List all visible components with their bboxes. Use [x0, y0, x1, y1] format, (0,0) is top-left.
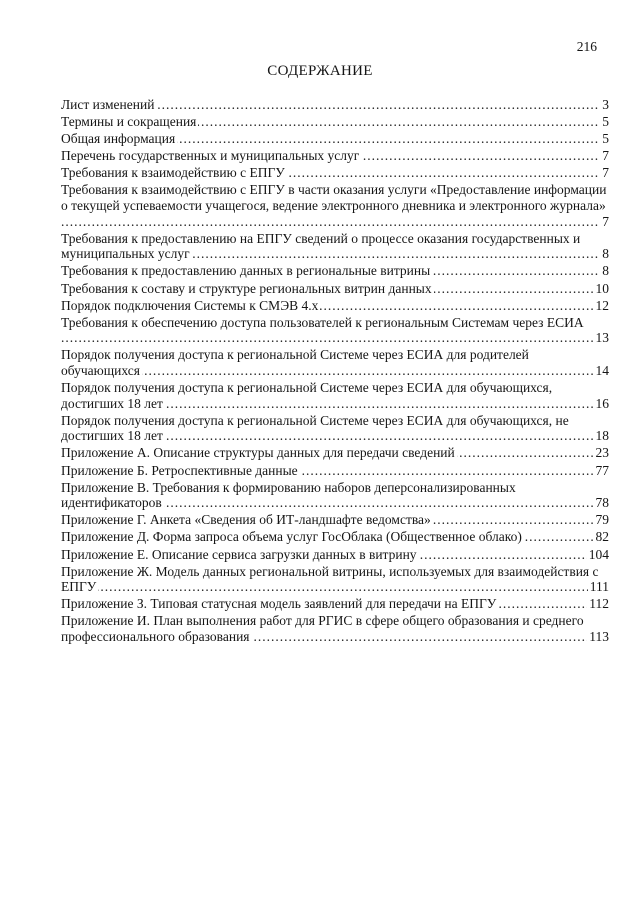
toc-entry-title: Приложение Д. Форма запроса объема услуг ГосОблака (Общественное облако): [61, 529, 522, 545]
toc-entry-page: 113: [589, 629, 609, 644]
toc-entry-page: 112: [589, 596, 609, 612]
toc-entry-title: Приложение И. План выполнения работ для РГИС в сфере общего образования и среднего профессионального образования: [61, 613, 584, 644]
toc-entry-title: Приложение Ж. Модель данных региональной витрины, используемых для взаимодействия с ЕПГУ: [61, 563, 599, 595]
toc-entry[interactable]: [61, 512, 609, 528]
toc-entry-title: Порядок получения доступа к региональной Системе через ЕСИА для обучающихся, не достигших 18 лет: [61, 412, 569, 444]
toc-entry[interactable]: [61, 231, 609, 262]
toc-entry-title: Требования к составу и структуре региональных витрин данных: [61, 280, 432, 296]
toc-entry-title: Приложение З. Типовая статусная модель заявлений для передачи на ЕПГУ: [61, 596, 497, 612]
toc-entry-title: Общая информация: [61, 131, 176, 147]
toc-entry-title: Порядок получения доступа к региональной Системе через ЕСИА для родителей обучающихся: [61, 347, 529, 378]
toc-entry-title: Порядок подключения Системы к СМЭВ 4.х: [61, 297, 319, 313]
toc-entry[interactable]: [61, 529, 609, 545]
toc-entry-title: Приложение Б. Ретроспективные данные: [61, 462, 298, 478]
toc-entry-page: 13: [595, 330, 609, 346]
toc-entry-page: 7: [602, 165, 609, 181]
toc-entry-title: Приложение А. Описание структуры данных для передачи сведений: [61, 445, 455, 461]
toc-entry[interactable]: [61, 413, 609, 444]
toc-entry[interactable]: [61, 613, 609, 644]
toc-entry[interactable]: [61, 114, 609, 130]
toc-list: [61, 97, 609, 646]
toc-entry[interactable]: [61, 564, 609, 595]
toc-entry-page: 77: [595, 462, 609, 478]
toc-entry[interactable]: [61, 281, 609, 297]
toc-entry[interactable]: [61, 263, 609, 279]
toc-entry[interactable]: [61, 480, 609, 511]
toc-entry-page: 3: [602, 97, 609, 112]
toc-entry[interactable]: [61, 315, 609, 346]
toc-entry[interactable]: [61, 165, 609, 181]
toc-entry-page: 104: [588, 546, 609, 562]
toc-title: СОДЕРЖАНИЕ: [267, 63, 373, 79]
toc-entry[interactable]: [61, 347, 609, 378]
toc-entry-title: Порядок получения доступа к региональной Системе через ЕСИА для обучающихся, достигших 18 лет: [61, 380, 553, 411]
toc-entry-page: 111: [589, 579, 609, 595]
toc-entry-title: Приложение Е. Описание сервиса загрузки данных в витрину: [61, 546, 417, 562]
toc-entry[interactable]: [61, 463, 609, 479]
toc-entry-page: 14: [595, 363, 609, 378]
toc-entry[interactable]: [61, 596, 609, 612]
toc-entry-title: Термины и сокращения: [61, 114, 197, 130]
toc-entry-page: 8: [602, 263, 609, 279]
toc-entry[interactable]: [61, 131, 609, 147]
toc-entry[interactable]: [61, 298, 609, 314]
toc-entry-page: 8: [602, 246, 609, 262]
toc-entry-title: Приложение Г. Анкета «Сведения об ИТ-ландшафте ведомства»: [61, 512, 431, 528]
toc-entry-title: Лист изменений: [61, 97, 155, 112]
toc-entry-title: Приложение В. Требования к формированию наборов деперсонализированных идентификаторов: [61, 479, 516, 511]
toc-entry-page: 5: [602, 131, 609, 147]
toc-entry-title: Перечень государственных и муниципальных услуг: [61, 148, 360, 164]
toc-entry[interactable]: [61, 445, 609, 461]
toc-entry[interactable]: [61, 148, 609, 164]
toc-entry-title: Требования к предоставлению данных в региональные витрины: [61, 263, 431, 279]
toc-entry-page: 23: [595, 445, 609, 461]
toc-entry[interactable]: [61, 380, 609, 411]
toc-entry[interactable]: [61, 97, 609, 113]
toc-entry-title: Требования к предоставлению на ЕПГУ сведений о процессе оказания государственных и муниципальных услуг: [61, 230, 581, 262]
toc-entry[interactable]: [61, 182, 609, 229]
page-number: 216: [576, 39, 597, 54]
toc-entry-page: 82: [595, 529, 609, 545]
toc-entry[interactable]: [61, 547, 609, 563]
toc-entry-page: 16: [595, 395, 609, 411]
toc-entry-title: Требования к обеспечению доступа пользователей к региональным Системам через ЕСИА: [61, 314, 584, 330]
toc-entry-page: 18: [595, 428, 609, 444]
toc-entry-page: 7: [602, 213, 609, 229]
toc-entry-page: 10: [595, 280, 609, 296]
toc-entry-page: 5: [602, 114, 609, 130]
toc-entry-page: 78: [595, 495, 609, 511]
toc-entry-page: 7: [602, 148, 609, 164]
toc-entry-page: 12: [595, 297, 609, 313]
toc-entry-page: 79: [595, 512, 609, 528]
toc-entry-title: Требования к взаимодействию с ЕПГУ в части оказания услуги «Предоставление информации о текущей успеваемости учащегося, ведение электронного дневника и электронного журнала»: [61, 182, 607, 214]
toc-entry-title: Требования к взаимодействию с ЕПГУ: [61, 165, 285, 181]
